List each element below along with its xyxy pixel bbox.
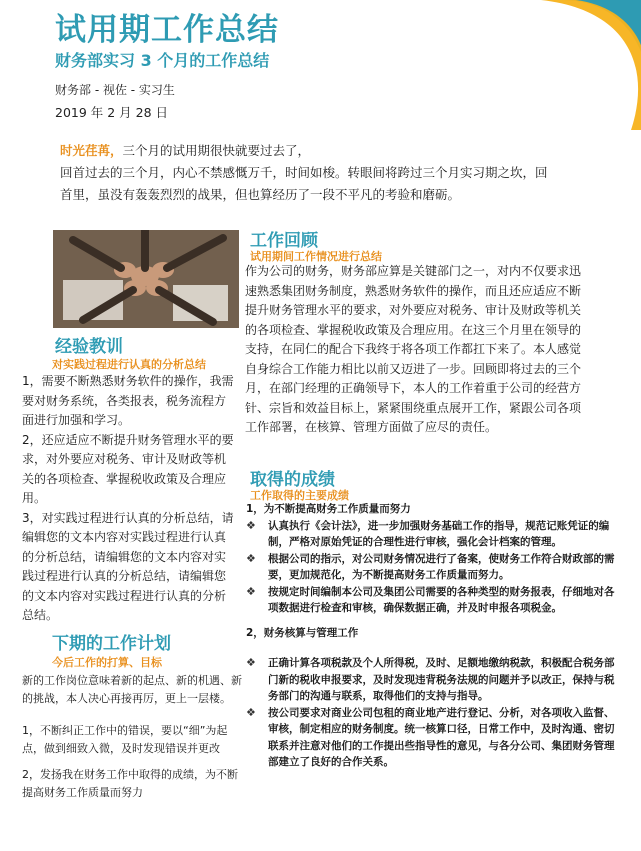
diamond-bullet-icon: ❖ — [246, 656, 256, 669]
lesson-item: 3，对实践过程进行认真的分析总结，请编辑您的文本内容对实践过程进行认真的分析总结，请编辑您的文本内容对实践过程进行认真的分析总结，请编辑您的文本内容对实践过程进行认真的分析总结。 — [22, 510, 234, 622]
intro-paragraph — [60, 140, 580, 206]
next-plan-item: 2，发扬我在财务工作中取得的成绩，为不断提高财务工作质量而努力 — [22, 768, 238, 799]
page-subtitle: 财务部实习 3 个月的工作总结 — [55, 51, 270, 70]
next-plan-heading: 下期的工作计划 — [52, 634, 171, 654]
lessons-heading: 经验教训 — [55, 337, 123, 357]
list-item: ❖ 按公司要求对商业公司包租的商业地产进行登记、分析，对各项收入监督、审核，制定相应的财务制度。统一核算口径，日常工作中，及时沟通、密切联系并注意对他们的工作提出些指导性的意见，与各分公司、集团财务管理部建立了良好的合作关系。 — [246, 705, 616, 771]
achievements-subheading: 工作取得的主要成绩 — [250, 489, 349, 502]
next-plan-body — [22, 672, 244, 802]
author-meta: 财务部 - 视佐 - 实习生 — [55, 83, 175, 97]
achievements-heading: 取得的成绩 — [250, 470, 335, 490]
intro-line: 首里，虽没有轰轰烈烈的战果，但也算经历了一段不平凡的考验和磨砺。 — [60, 187, 461, 202]
page-title: 试用期工作总结 — [55, 12, 279, 48]
lesson-item: 1，需要不断熟悉财务软件的操作，我需要对财务系统，各类报表，税务流程方面进行加强和学习。 — [22, 374, 234, 427]
intro-lead: 时光荏苒， — [60, 143, 123, 158]
intro-line: 回首过去的三个月，内心不禁感慨万千，时间如梭。转眼间将跨过三个月实习期之坎，回 — [60, 165, 548, 180]
lesson-item: 2，还应适应不断提升财务管理水平的要求，对外要应对税务、审计及财政等机关的各项检查、掌握税收政策及合理应用。 — [22, 432, 234, 505]
review-heading: 工作回顾 — [250, 231, 318, 251]
review-paragraph: 作为公司的财务，财务部应算是关键部门之一，对内不仅要求迅速熟悉集团财务制度，熟悉财务软件的操作，而且还应适应不断提升财务管理水平的要求，对外要应对税务、审计及财政等机关的各项检查、掌握税收政策及合理应用。在这三个月里在领导的支持，在同仁的配合下我终于将各项工作都扛下来了。本人感觉自身综合工作能力相比以前又迈进了一步。回顾即将过去的三个月，在部门经理的正确领导下，本人的工作着重于公司的经营方针、宗旨和效益目标上，紧紧围绕重点展开工作，紧跟公司各项工作部署，在核算、管理方面做了应尽的责任。 — [245, 264, 582, 434]
diamond-bullet-icon: ❖ — [246, 584, 256, 598]
lessons-list — [22, 372, 234, 626]
diamond-bullet-icon: ❖ — [246, 551, 256, 565]
corner-swirl-decoration — [521, 0, 641, 130]
achievements-list — [246, 501, 616, 771]
report-date: 2019 年 2 月 28 日 — [55, 105, 169, 120]
achievement-group-heading: 2，财务核算与管理工作 — [246, 626, 359, 639]
review-subheading: 试用期间工作情况进行总结 — [250, 250, 382, 263]
team-photo — [53, 230, 239, 328]
lessons-subheading: 对实践过程进行认真的分析总结 — [52, 358, 206, 371]
next-plan-item: 1，不断纠正工作中的错误，要以“细”为起点，做到细致入微，及时发现错误并更改 — [22, 724, 228, 755]
intro-line: 三个月的试用期很快就要过去了， — [122, 143, 311, 158]
list-item: ❖ 根据公司的指示，对公司财务情况进行了备案，使财务工作符合财政部的需要，更加规范化，为不断提高财务工作质量而努力。 — [246, 551, 616, 584]
next-plan-subheading: 今后工作的打算、目标 — [52, 656, 162, 669]
diamond-bullet-icon: ❖ — [246, 705, 256, 719]
diamond-bullet-icon: ❖ — [246, 518, 256, 532]
next-plan-intro: 新的工作岗位意味着新的起点、新的机遇、新的挑战，本人决心再接再厉，更上一层楼。 — [22, 674, 242, 705]
list-item: ❖ 认真执行《会计法》，进一步加强财务基础工作的指导，规范记账凭证的编制，严格对原始凭证的合理性进行审核，强化会计档案的管理。 — [246, 518, 616, 551]
list-item: ❖ 正确计算各项税款及个人所得税，及时、足额地缴纳税款，积极配合税务部门新的税收申报要求，及时发现违背税务法规的问题并予以改正，保持与税务部门的沟通与联系，取得他们的支持与指导。 — [246, 655, 616, 705]
list-item: ❖ 按规定时间编制本公司及集团公司需要的各种类型的财务报表，仔细地对各项数据进行检查和审核，确保数据正确，并及时申报各项税金。 — [246, 584, 616, 617]
achievement-group-heading: 1，为不断提高财务工作质量而努力 — [246, 503, 411, 515]
